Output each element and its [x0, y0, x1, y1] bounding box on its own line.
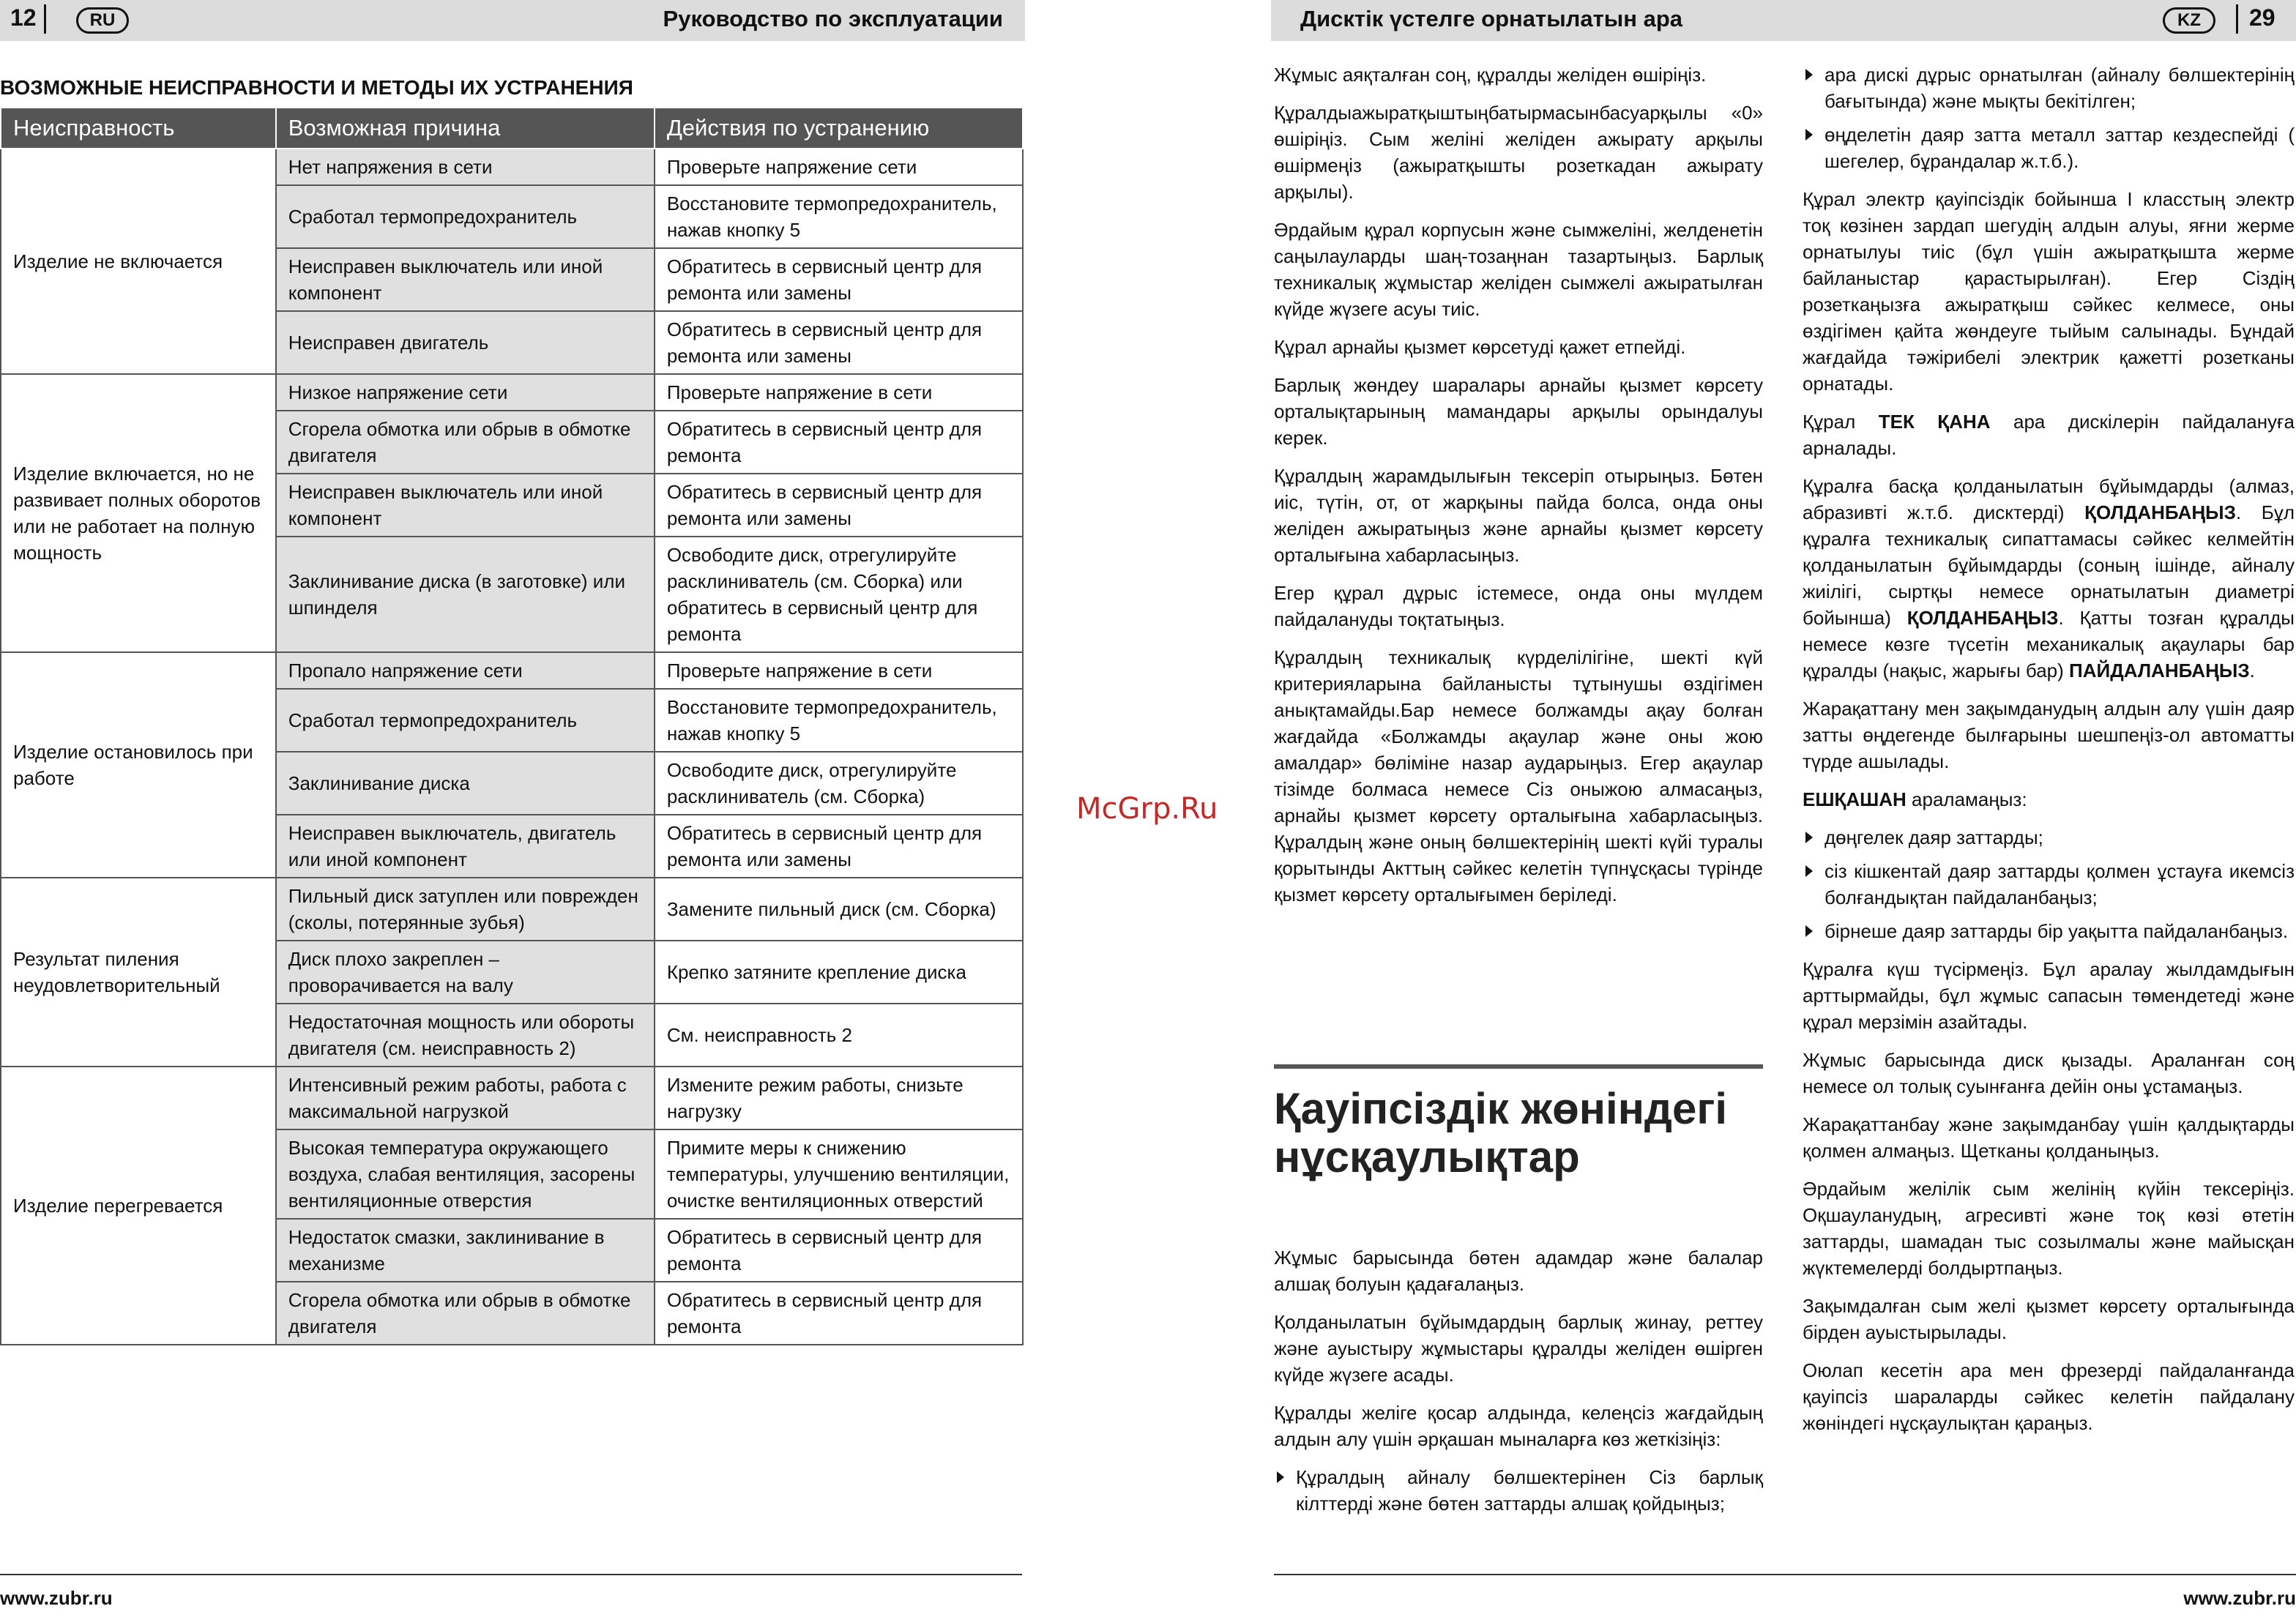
kz-bullet-list	[1803, 61, 2295, 174]
cause-cell: Диск плохо закреплен – проворачивается на валу	[276, 941, 655, 1004]
action-cell: Освободите диск, отрегулируйте расклиниватель (см. Сборка)	[655, 752, 1023, 815]
kz-bullet-list	[1274, 1464, 1763, 1517]
action-cell: Замените пильный диск (см. Сборка)	[655, 878, 1023, 941]
column-header-cause: Возможная причина	[276, 108, 655, 149]
right-header-bar	[1271, 0, 2296, 41]
text-run: Құралға басқа қолданылатын бұйымдарды (алмаз, абразивті ж.т.б. дисктерді)	[1803, 475, 2295, 523]
kz-paragraph: Әрдайым құрал корпусын және сымжеліні, желденетін саңылауларды шаң-тозаңнан тазартыңыз. Барлық техникалық жұмыстар желіден сымжелі ажыратылған күйде жүзеге асуы тиіс.	[1274, 219, 1763, 320]
cause-cell: Недостаточная мощность или обороты двигателя (см. неисправность 2)	[276, 1004, 655, 1067]
list-item-text: өңделетін даяр затта металл заттар кездеспейді ( шегелер, бұрандалар ж.т.б.).	[1824, 124, 2295, 172]
table-row	[1, 149, 1023, 185]
action-cell: Обратитесь в сервисный центр для ремонта или замены	[655, 248, 1023, 311]
lang-badge-kz: KZ	[2163, 7, 2215, 34]
table-header-row	[1, 108, 1023, 149]
cause-cell: Неисправен выключатель, двигатель или иной компонент	[276, 815, 655, 878]
emphasis-text: ҚОЛДАНБАҢЫЗ	[2084, 501, 2236, 523]
kz-paragraph	[1803, 408, 2295, 461]
kz-column-1-bottom	[1274, 1244, 1763, 1528]
list-item-text: бірнеше даяр заттарды бір уақытта пайдаланбаңыз.	[1824, 920, 2289, 942]
cause-cell: Сгорела обмотка или обрыв в обмотке двигателя	[276, 411, 655, 474]
action-cell: Восстановите термопредохранитель, нажав кнопку 5	[655, 185, 1023, 248]
kz-paragraph	[1803, 473, 2295, 684]
list-item-text: сіз кішкентай даяр заттарды қолмен ұстауға икемсіз болғандықтан пайдаланбаңыз;	[1824, 860, 2295, 908]
kz-paragraph	[1803, 786, 2295, 813]
fault-cell: Изделие перегревается	[1, 1067, 276, 1345]
table-row	[1, 652, 1023, 689]
text-run: . Қатты тозған құралды немесе көзге түсетін механикалық ақаулары бар құралды (нақыс, жарығы бар)	[1803, 607, 2295, 681]
cause-cell: Сработал термопредохранитель	[276, 689, 655, 752]
cause-cell: Заклинивание диска	[276, 752, 655, 815]
list-item-text: Құралдың айналу бөлшектерінен Сіз барлық кілттерді және бөтен заттарды алшақ қойдыңыз;	[1296, 1466, 1763, 1515]
fault-cell: Изделие остановилось при работе	[1, 652, 276, 878]
kz-paragraph: Құралға күш түсірмеңіз. Бұл аралау жылдамдығын арттырмайды, бұл жұмыс сапасын төмендетеді және құрал мерзімін азайтады.	[1803, 958, 2295, 1033]
kz-bullet-list	[1803, 824, 2295, 944]
cause-cell: Низкое напряжение сети	[276, 374, 655, 411]
column-header-action: Действия по устранению	[655, 108, 1023, 149]
text-run: араламаңыз:	[1912, 788, 2027, 810]
action-cell: Освободите диск, отрегулируйте расклиниватель (см. Сборка) или обратитесь в сервисный центр для ремонта	[655, 537, 1023, 652]
action-cell: Обратитесь в сервисный центр для ремонта или замены	[655, 474, 1023, 537]
text-run: ара дискілерін пайдалануға арналады.	[1803, 411, 2295, 459]
emphasis-text: ЕШҚАШАН	[1803, 788, 1906, 810]
list-item-text: дөңгелек даяр заттарды;	[1824, 826, 2043, 848]
action-cell: Обратитесь в сервисный центр для ремонта	[655, 1219, 1023, 1282]
right-header-title: Дисктік үстелге орнатылатын ара	[1300, 6, 1683, 31]
kz-heading-rule	[1274, 1064, 1763, 1069]
list-item	[1803, 918, 2295, 944]
faults-table	[0, 107, 1024, 1345]
list-item	[1803, 122, 2295, 174]
kz-paragraph: Жарақаттану мен зақымданудың алдын алу үшін даяр затты өңдегенде былғарыны шешпеңіз-ол автоматты түрде ашылады.	[1803, 698, 2295, 772]
cause-cell: Интенсивный режим работы, работа с максимальной нагрузкой	[276, 1067, 655, 1129]
action-cell: Обратитесь в сервисный центр для ремонта	[655, 1282, 1023, 1345]
right-footer-rule	[1274, 1574, 2296, 1575]
list-item	[1274, 1464, 1763, 1517]
list-item	[1803, 858, 2295, 911]
kz-paragraph: Жұмыс барысында бөтен адамдар және балалар алшақ болуын қадағалаңыз.	[1274, 1247, 1763, 1295]
action-cell: Проверьте напряжение в сети	[655, 374, 1023, 411]
kz-paragraph: Егер құрал дұрыс істемесе, онда оны мүлдем пайдалануды тоқтатыңыз.	[1274, 582, 1763, 630]
cause-cell: Пильный диск затуплен или поврежден (сколы, потерянные зубья)	[276, 878, 655, 941]
kz-paragraph: Құралдың жарамдылығын тексеріп отырыңыз. Бөтен иіс, түтін, от, от жарқыны пайда болса, онда оны желіден ажыратыңыз және арнайы қызмет көрсету орталығына хабарласыңыз.	[1274, 465, 1763, 566]
kz-paragraph: Әрдайым желілік сым желінің күйін тексеріңіз. Оқшауланудың, агресивті және тоқ көзі өтетін заттарды, шамадан тыс созылмалы және майысқан жүктемелерді болдыртпаңыз.	[1803, 1178, 2295, 1279]
text-run: . Бұл құралға техникалық сипаттамасы сәйкес келмейтін қолданылатын бұйымдарды (соның ішінде, айналу жиілігі, сыртқы немесе орнатылатын диаметрі бойынша)	[1803, 501, 2295, 629]
kz-column-2	[1803, 61, 2295, 1448]
cause-cell: Заклинивание диска (в заготовке) или шпинделя	[276, 537, 655, 652]
right-page	[1271, 0, 2296, 1617]
action-cell: Обратитесь в сервисный центр для ремонта или замены	[655, 311, 1023, 374]
left-header-title: Руководство по эксплуатации	[663, 6, 1003, 31]
right-page-number: 29	[2249, 4, 2276, 31]
right-header-separator	[2236, 4, 2238, 34]
bullet-triangle-icon	[1805, 865, 1813, 877]
kz-paragraph: Құралдың техникалық күрделілігіне, шекті күй критерияларына байланысты тұтынушы өздігімен анықтамайды.Бар немесе болжамды ақау болған жағдайда «Болжамды ақаулар және оны жою амалдар» бөліміне назар аударыңыз. Егер ақаулар тізімде болмаса немесе Сіз оныжою алмасаңыз, арнайы қызмет көрсету орталығына хабарласыңыз. Құралдың және оның бөлшектерінің шекті күйі туралы қорытынды Акттың сәйкес келетін түпнұсқасы түрінде қызмет көрсету орталығымен беріледі.	[1274, 646, 1763, 905]
right-footer-url[interactable]: www.zubr.ru	[2183, 1587, 2296, 1609]
kz-paragraph: Жарақаттанбау және зақымданбау үшін қалдықтарды қолмен алмаңыз. Щетканы қолданыңыз.	[1803, 1113, 2295, 1162]
table-row	[1, 878, 1023, 941]
cause-cell: Высокая температура окружающего воздуха, слабая вентиляция, засорены вентиляционные отверстия	[276, 1129, 655, 1219]
kz-paragraph: Жұмыс аяқталған соң, құралды желіден өшіріңіз.	[1274, 64, 1707, 86]
table-row	[1, 1067, 1023, 1129]
kz-paragraph: Құралды желіге қосар алдында, келеңсіз жағдайдың алдын алу үшін әрқашан мыналарға көз жеткізіңіз:	[1274, 1402, 1763, 1450]
bullet-triangle-icon	[1805, 129, 1813, 141]
kz-paragraph: Құрал арнайы қызмет көрсетуді қажет етпейді.	[1274, 336, 1686, 358]
cause-cell: Недостаток смазки, заклинивание в механизме	[276, 1219, 655, 1282]
kz-safety-heading: Қауіпсіздік жөніндегі нұсқаулықтар	[1274, 1084, 1728, 1181]
action-cell: Восстановите термопредохранитель, нажав кнопку 5	[655, 689, 1023, 752]
cause-cell: Нет напряжения в сети	[276, 149, 655, 185]
kz-paragraph: Қолданылатын бұйымдардың барлық жинау, реттеу және ауыстыру жұмыстары құралды желіден өшірген күйде жүзеге асады.	[1274, 1311, 1763, 1386]
kz-paragraph: Құралдыажыратқыштыңбатырмасынбасуарқылы «0» өшіріңіз. Сым желіні желіден ажырату арқылы өшірмеңіз (ажыратқышты розеткадан ажырату арқылы).	[1274, 102, 1763, 203]
left-footer-rule	[0, 1574, 1022, 1575]
emphasis-text: ҚОЛДАНБАҢЫЗ	[1906, 607, 2059, 629]
kz-paragraph: Оюлап кесетін ара мен фрезерді пайдаланғанда қауіпсіз шараларды сәйкес келетін пайдалану жөніндегі нұсқаулықтан қараңыз.	[1803, 1359, 2295, 1434]
action-cell: Измените режим работы, снизьте нагрузку	[655, 1067, 1023, 1129]
column-header-fault: Неисправность	[1, 108, 276, 149]
cause-cell: Неисправен выключатель или иной компонент	[276, 474, 655, 537]
watermark: McGrp.Ru	[1076, 792, 1218, 826]
left-footer-url[interactable]: www.zubr.ru	[0, 1587, 113, 1609]
list-item-text: ара дискі дұрыс орнатылған (айналу бөлшектерінің бағытында) және мықты бекітілген;	[1824, 64, 2295, 112]
list-item	[1803, 824, 2295, 851]
action-cell: См. неисправность 2	[655, 1004, 1023, 1067]
section-title: ВОЗМОЖНЫЕ НЕИСПРАВНОСТИ И МЕТОДЫ ИХ УСТРАНЕНИЯ	[0, 76, 633, 99]
emphasis-text: ПАЙДАЛАНБАҢЫЗ	[2069, 660, 2250, 681]
action-cell: Примите меры к снижению температуры, улучшению вентиляции, очистке вентиляционных отверстий	[655, 1129, 1023, 1219]
kz-paragraph: Зақымдалған сым желі қызмет көрсету орталығында бірден ауыстырылады.	[1803, 1295, 2295, 1343]
cause-cell: Неисправен выключатель или иной компонент	[276, 248, 655, 311]
table-row	[1, 374, 1023, 411]
action-cell: Обратитесь в сервисный центр для ремонта или замены	[655, 815, 1023, 878]
cause-cell: Сгорела обмотка или обрыв в обмотке двигателя	[276, 1282, 655, 1345]
fault-cell: Изделие не включается	[1, 149, 276, 374]
text-run: .	[2249, 660, 2255, 681]
action-cell: Крепко затяните крепление диска	[655, 941, 1023, 1004]
bullet-triangle-icon	[1805, 925, 1813, 937]
kz-paragraph: Жұмыс барысында диск қызады. Араланған соң немесе ол толық суынғанға дейін оны ұстамаңыз.	[1803, 1049, 2295, 1097]
action-cell: Обратитесь в сервисный центр для ремонта	[655, 411, 1023, 474]
bullet-triangle-icon	[1805, 832, 1813, 843]
cause-cell: Сработал термопредохранитель	[276, 185, 655, 248]
emphasis-text: ТЕК ҚАНА	[1878, 411, 1991, 433]
kz-column-1-top	[1274, 61, 1763, 919]
left-page-number: 12	[10, 4, 37, 31]
lang-badge-ru: RU	[76, 7, 129, 34]
left-header-bar	[0, 0, 1025, 41]
fault-cell: Результат пиления неудовлетворительный	[1, 878, 276, 1067]
left-header-separator	[44, 4, 46, 34]
fault-cell: Изделие включается, но не развивает полных оборотов или не работает на полную мощность	[1, 374, 276, 652]
cause-cell: Пропало напряжение сети	[276, 652, 655, 689]
list-item	[1803, 61, 2295, 114]
kz-paragraph: Құрал электр қауіпсіздік бойынша I класстың электр тоқ көзінен зардап шегудің алдын алуы, яғни жерме орнатылуы тиіс (бұл үшін ажыратқышта жерме байланыстар қарастырылған). Егер Сіздің розеткаңызға ажыратқыш сәйкес келмесе, оны өздігімен қайта жөндеуге тыйым салынады. Бұндай жағдайда тәжірибелі электрик қажетті розетканы орнатады.	[1803, 188, 2295, 395]
action-cell: Проверьте напряжение в сети	[655, 652, 1023, 689]
text-run: Құрал	[1803, 411, 1856, 433]
faults-table-body	[1, 149, 1023, 1345]
action-cell: Проверьте напряжение сети	[655, 149, 1023, 185]
left-page	[0, 0, 1025, 1617]
bullet-triangle-icon	[1277, 1471, 1284, 1483]
bullet-triangle-icon	[1805, 69, 1813, 81]
kz-paragraph: Барлық жөндеу шаралары арнайы қызмет көрсету орталықтарының мамандары арқылы орындалуы керек.	[1274, 374, 1763, 449]
cause-cell: Неисправен двигатель	[276, 311, 655, 374]
